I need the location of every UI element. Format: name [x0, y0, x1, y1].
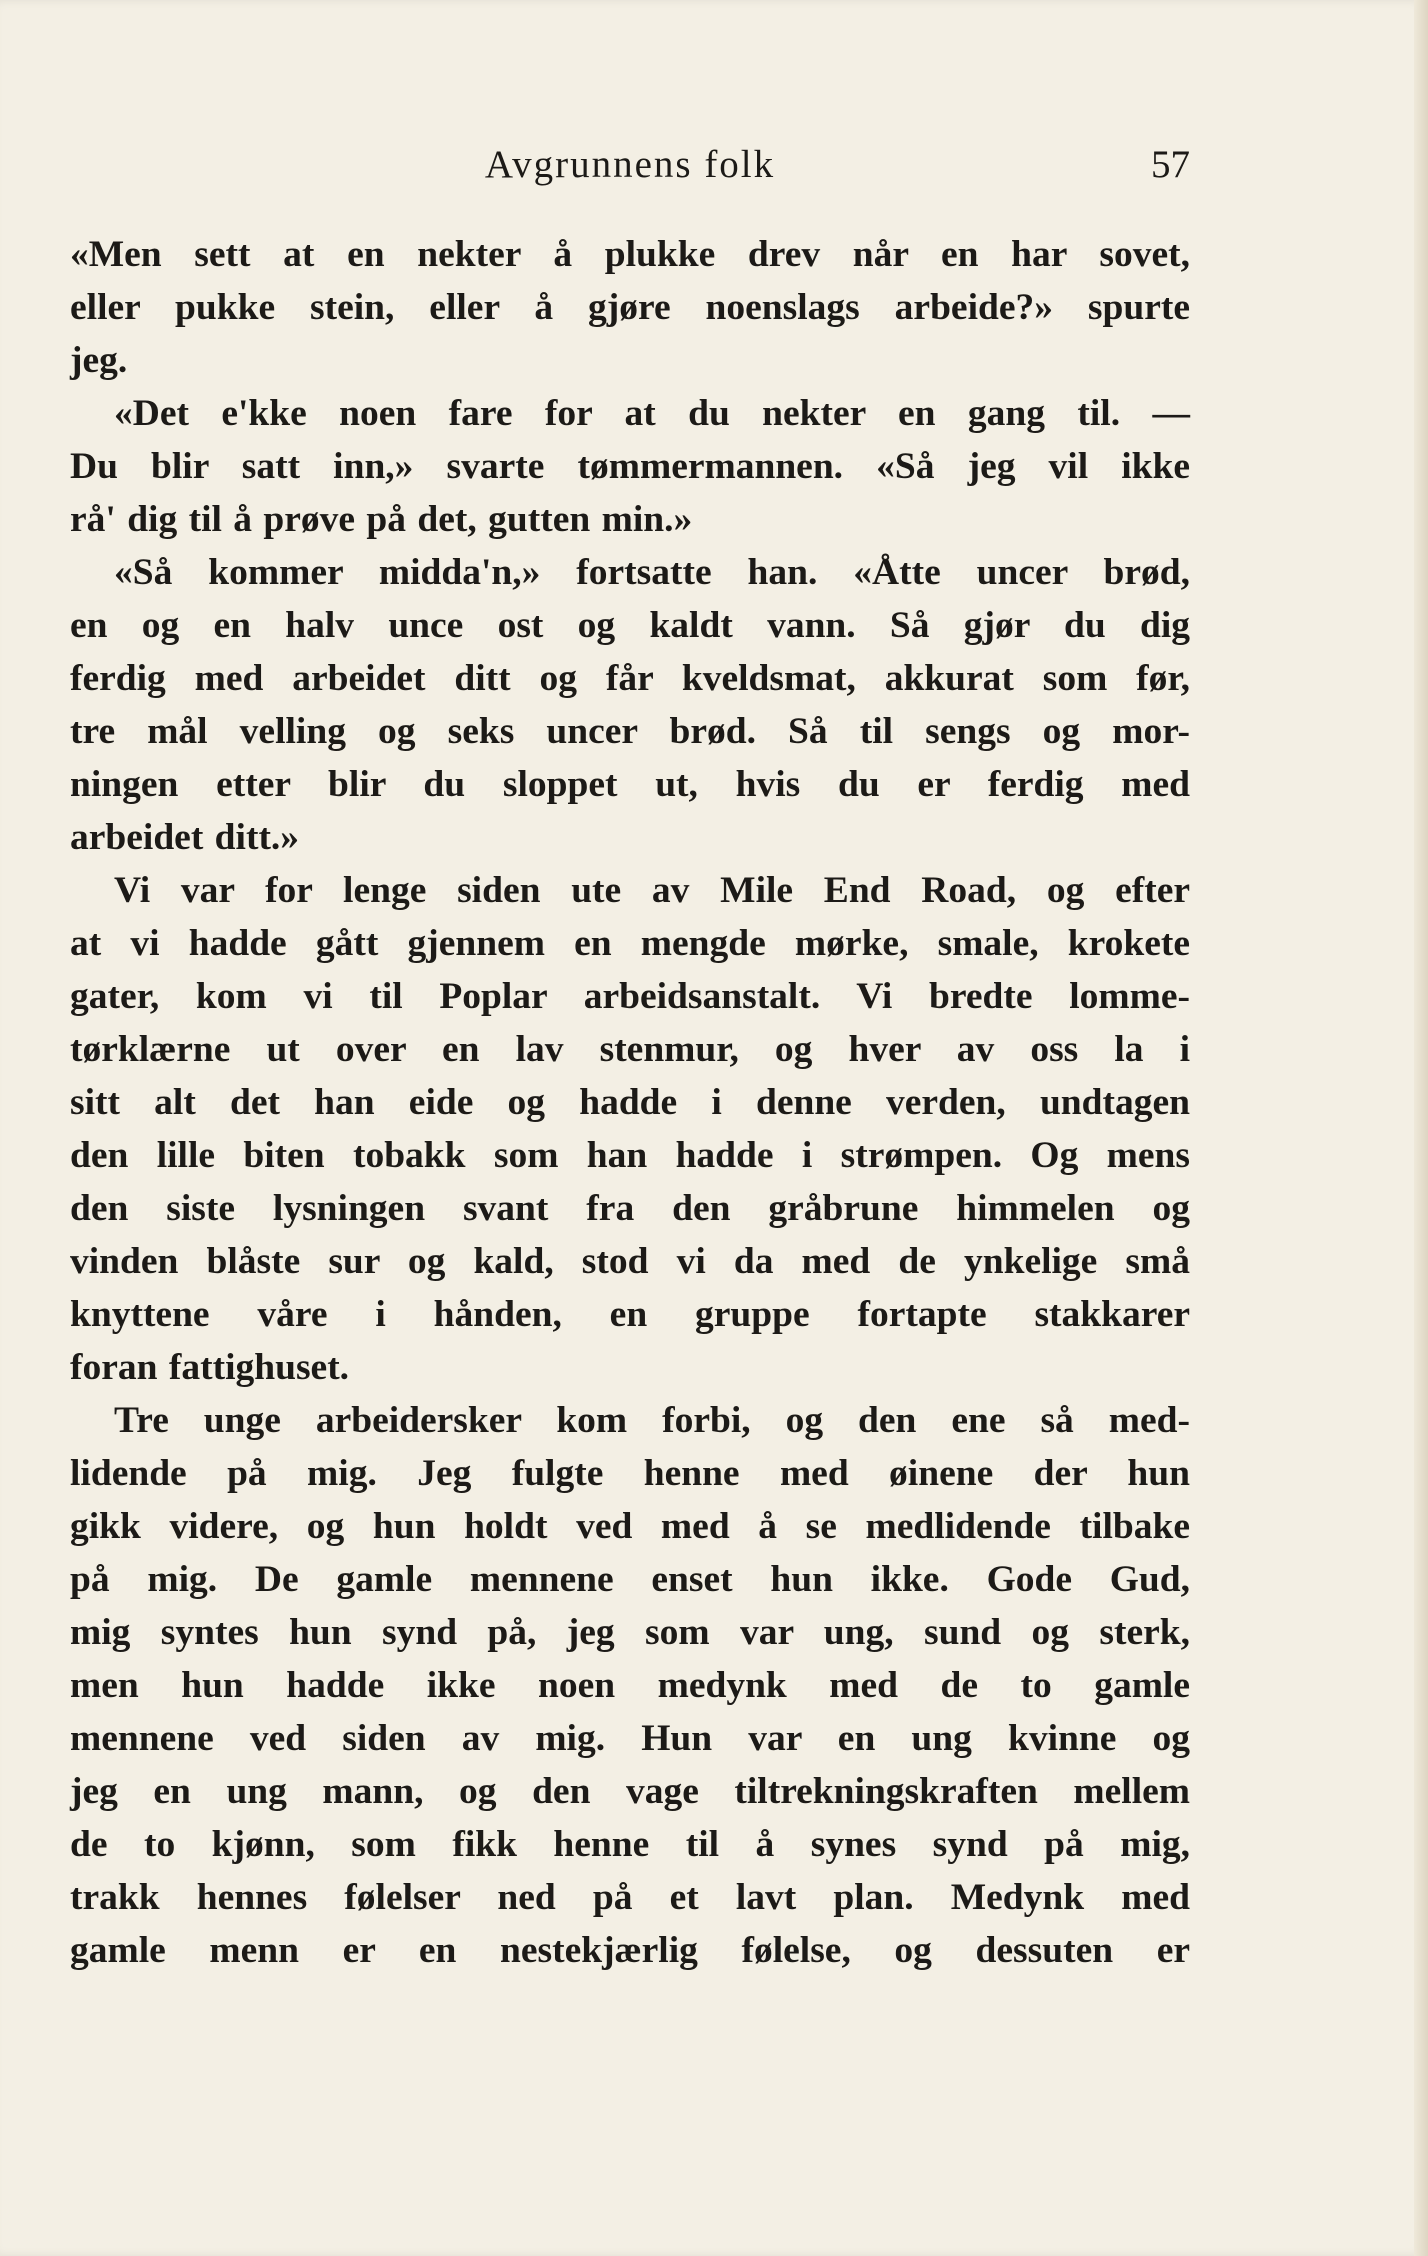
- text-line: de to kjønn, som fikk henne til å synes synd på mig,: [70, 1824, 1190, 1865]
- text-line: på mig. De gamle mennene enset hun ikke. Gode Gud,: [70, 1559, 1190, 1600]
- text-line: gikk videre, og hun holdt ved med å se medlidende tilbake: [70, 1506, 1190, 1547]
- text-line: Du blir satt inn,» svarte tømmermannen. «Så jeg vil ikke: [70, 446, 1190, 487]
- text-line: tre mål velling og seks uncer brød. Så til sengs og mor-: [70, 711, 1190, 752]
- text-line: men hun hadde ikke noen medynk med de to gamle: [70, 1665, 1190, 1706]
- text-line: mig syntes hun synd på, jeg som var ung, sund og sterk,: [70, 1612, 1190, 1653]
- text-line: «Men sett at en nekter å plukke drev når en har sovet,: [70, 234, 1190, 275]
- text-line: vinden blåste sur og kald, stod vi da med de ynkelige små: [70, 1241, 1190, 1282]
- page-number: 57: [1151, 143, 1190, 186]
- text-line: at vi hadde gått gjennem en mengde mørke, smale, krokete: [70, 923, 1190, 964]
- text-line: eller pukke stein, eller å gjøre noenslags arbeide?» spurte: [70, 287, 1190, 328]
- text-line: foran fattighuset.: [70, 1347, 350, 1388]
- text-line: Vi var for lenge siden ute av Mile End Road, og efter: [114, 870, 1190, 911]
- text-line: en og en halv unce ost og kaldt vann. Så gjør du dig: [70, 605, 1190, 646]
- text-line: gater, kom vi til Poplar arbeidsanstalt. Vi bredte lomme-: [70, 976, 1190, 1017]
- text-line: jeg.: [70, 340, 128, 381]
- text-line: ningen etter blir du sloppet ut, hvis du er ferdig med: [70, 764, 1190, 805]
- running-title: Avgrunnens folk: [484, 143, 776, 186]
- text-line: rå' dig til å prøve på det, gutten min.»: [70, 499, 693, 540]
- text-line: sitt alt det han eide og hadde i denne verden, undtagen: [70, 1082, 1190, 1123]
- text-line: jeg en ung mann, og den vage tiltrekningskraften mellem: [70, 1771, 1190, 1812]
- text-line: den siste lysningen svant fra den gråbrune himmelen og: [70, 1188, 1190, 1229]
- text-line: trakk hennes følelser ned på et lavt plan. Medynk med: [70, 1877, 1190, 1918]
- text-line: Tre unge arbeidersker kom forbi, og den ene så med-: [114, 1400, 1190, 1441]
- text-line: mennene ved siden av mig. Hun var en ung kvinne og: [70, 1718, 1190, 1759]
- text-line: lidende på mig. Jeg fulgte henne med øinene der hun: [70, 1453, 1190, 1494]
- text-line: knyttene våre i hånden, en gruppe fortapte stakkarer: [70, 1294, 1190, 1335]
- page-edge-shadow: [1414, 0, 1428, 2256]
- text-line: tørklærne ut over en lav stenmur, og hver av oss la i: [70, 1029, 1190, 1070]
- text-line: gamle menn er en nestekjærlig følelse, og dessuten er: [70, 1930, 1190, 1971]
- body-text: [70, 228, 1190, 1977]
- text-line: arbeidet ditt.»: [70, 817, 300, 858]
- page-header: [70, 142, 1190, 192]
- text-line: ferdig med arbeidet ditt og får kveldsmat, akkurat som før,: [70, 658, 1190, 699]
- text-line: «Det e'kke noen fare for at du nekter en gang til. —: [114, 393, 1190, 434]
- text-line: den lille biten tobakk som han hadde i strømpen. Og mens: [70, 1135, 1190, 1176]
- text-line: «Så kommer midda'n,» fortsatte han. «Åtte uncer brød,: [114, 552, 1190, 593]
